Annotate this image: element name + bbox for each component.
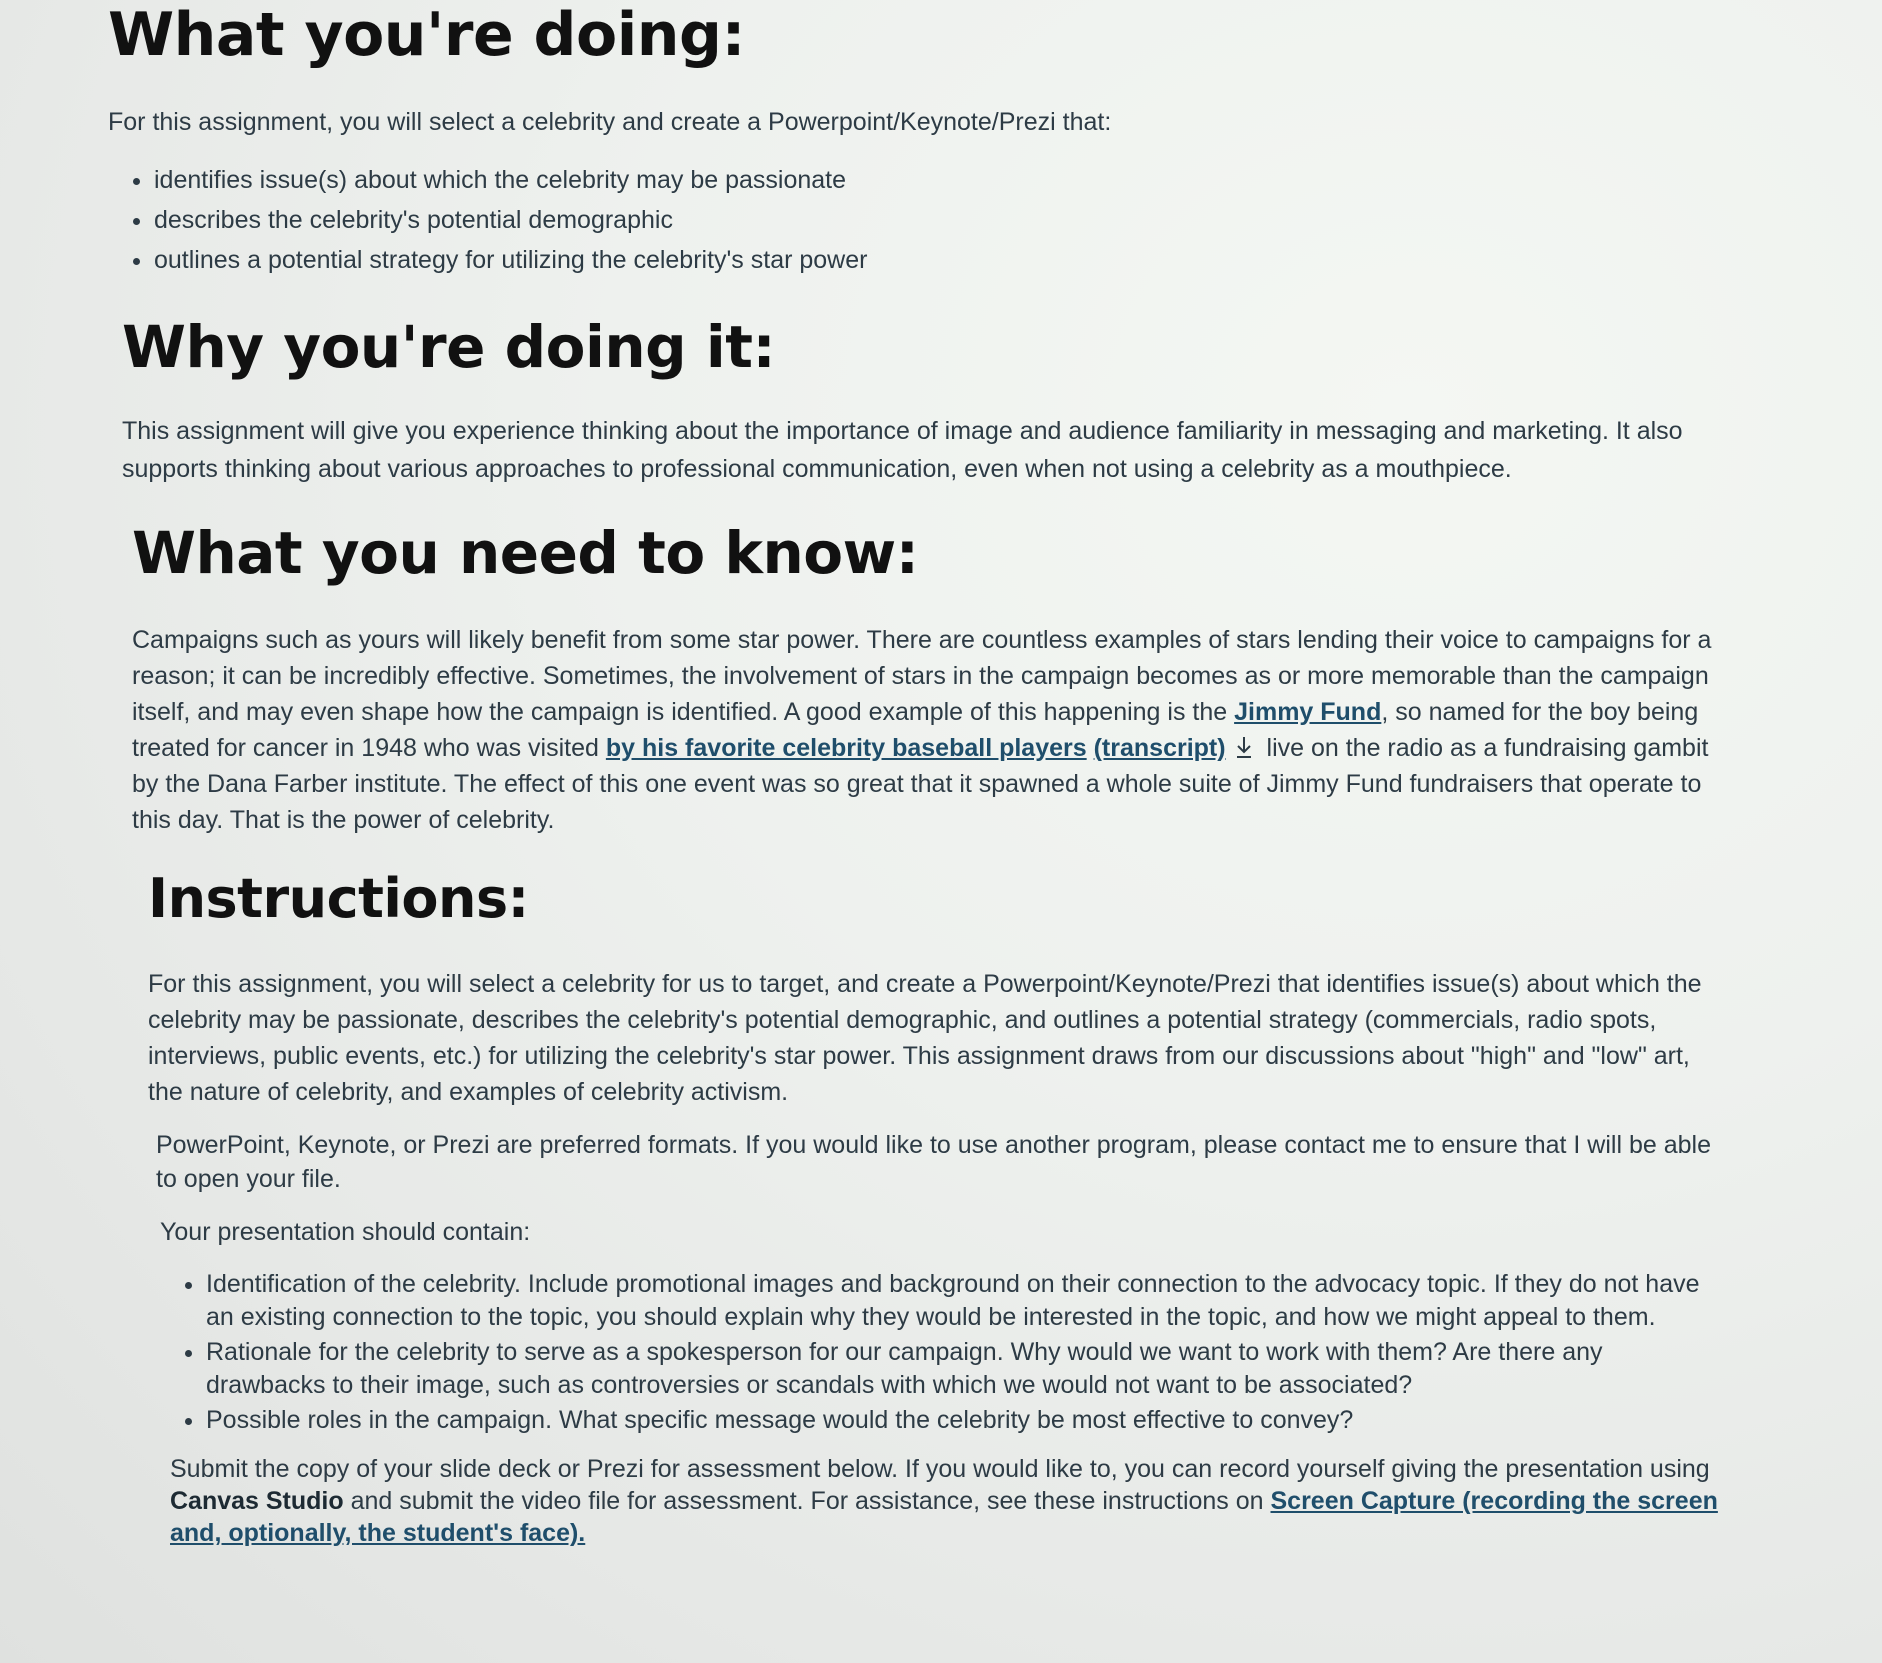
what-section xyxy=(108,0,1111,280)
instructions-paragraph-4 xyxy=(148,1453,1728,1549)
jimmy-fund-link[interactable]: Jimmy Fund xyxy=(1234,698,1382,726)
what-list xyxy=(108,160,1111,280)
submit-text-b: and submit the video file for assessment. For assistance, see these instructions on xyxy=(343,1487,1271,1515)
list-item: • describes the celebrity's potential demographic xyxy=(154,200,1111,240)
know-text-part-2: , so named for the boy being treated for cancer in 1948 who was visited xyxy=(132,698,1699,762)
why-section xyxy=(122,312,1722,488)
transcript-link[interactable]: (transcript) xyxy=(1093,734,1226,762)
list-item: • Rationale for the celebrity to serve as a spokesperson for our campaign. Why would we want to work with them? Are there any drawbacks to their image, such as controversies or scandals with which we would not want to be associated? xyxy=(206,1336,1728,1402)
instructions-paragraph-3: Your presentation should contain: xyxy=(160,1218,531,1246)
instructions-paragraph-1: For this assignment, you will select a celebrity for us to target, and create a Powerpoint/Keynote/Prezi that identifies issue(s) about which the celebrity may be passionate, describes the celebrity's potential demographic, and outlines a potential strategy (commercials, radio spots, interviews, public events, etc.) for utilizing the celebrity's star power. This assignment draws from our discussions about "high" and "low" art, the nature of celebrity, and examples of celebrity activism. xyxy=(148,970,1702,1106)
why-text: This assignment will give you experience thinking about the importance of image and audience familiarity in messaging and marketing. It also supports thinking about various approaches to professional communication, even when not using a celebrity as a mouthpiece. xyxy=(122,417,1683,483)
know-heading: What you need to know: xyxy=(132,519,919,587)
list-item: • Possible roles in the campaign. What specific message would the celebrity be most effective to convey? xyxy=(206,1404,1728,1437)
why-heading: Why you're doing it: xyxy=(122,313,776,381)
instructions-heading: Instructions: xyxy=(148,867,529,930)
know-text xyxy=(132,622,1732,838)
instructions-paragraph-2: PowerPoint, Keynote, or Prezi are preferred formats. If you would like to use another program, please contact me to ensure that I will be able to open your file. xyxy=(156,1131,1711,1193)
instructions-section xyxy=(148,866,1728,1549)
submit-text-a: Submit the copy of your slide deck or Prezi for assessment below. If you would like to, you can record yourself giving the presentation using xyxy=(170,1455,1710,1483)
screen-capture-link[interactable]: Screen Capture (recording the screen and, optionally, the student's face). xyxy=(170,1487,1718,1547)
download-icon[interactable] xyxy=(1234,733,1254,757)
list-item: • outlines a potential strategy for utilizing the celebrity's star power xyxy=(154,240,1111,280)
instructions-list xyxy=(148,1268,1728,1437)
canvas-studio-label: Canvas Studio xyxy=(170,1487,344,1515)
know-text-part-3: live on the radio as a fundraising gambit by the Dana Farber institute. The effect of this one event was so great that it spawned a whole suite of Jimmy Fund fundraisers that operate to this day. That is the power of celebrity. xyxy=(132,734,1709,834)
list-item: • Identification of the celebrity. Include promotional images and background on their connection to the advocacy topic. If they do not have an existing connection to the topic, you should explain why they would be interested in the topic, and how we might appeal to them. xyxy=(206,1268,1728,1334)
what-lead: For this assignment, you will select a celebrity and create a Powerpoint/Keynote/Prezi that: xyxy=(108,108,1112,136)
know-section xyxy=(132,518,1732,838)
list-item: • identifies issue(s) about which the celebrity may be passionate xyxy=(154,160,1111,200)
what-heading: What you're doing: xyxy=(108,0,745,70)
know-text-part-1: Campaigns such as yours will likely benefit from some star power. There are countless examples of stars lending their voice to campaigns for a reason; it can be incredibly effective. Sometimes, the involvement of stars in the campaign becomes as or more memorable than the campaign itself, and may even shape how the campaign is identified. A good example of this happening is the xyxy=(132,626,1712,726)
baseball-players-link[interactable]: by his favorite celebrity baseball players xyxy=(605,734,1087,762)
